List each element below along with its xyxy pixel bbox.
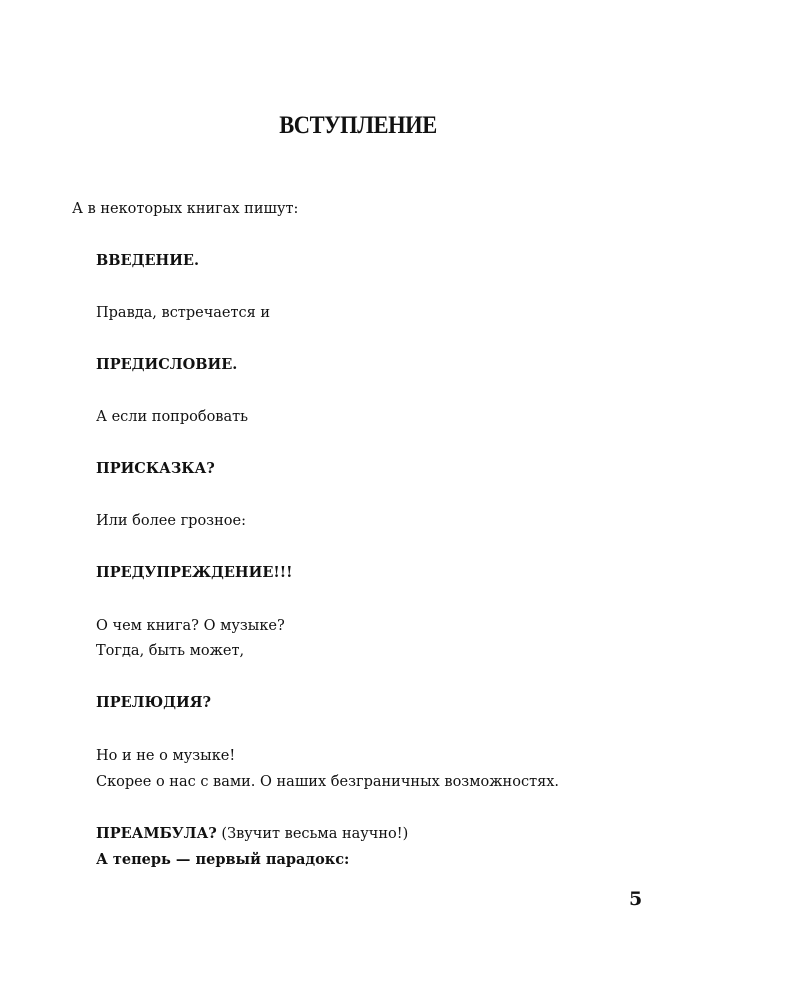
- paragraph-pravda: Правда, встречается и: [96, 305, 271, 321]
- heading-a-teper: А теперь — первый парадокс:: [96, 851, 350, 868]
- paragraph-ili: Или более грозное:: [96, 513, 246, 529]
- heading-priskazka: ПРИСКАЗКА?: [96, 460, 215, 477]
- page-number: 5: [629, 888, 643, 910]
- heading-preduprezhdenie: ПРЕДУПРЕЖДЕНИЕ!!!: [96, 564, 293, 581]
- intro-text: А в некоторых книгах пишут:: [72, 201, 299, 217]
- paragraph-a-esli: А если попробовать: [96, 409, 249, 425]
- paragraph-skoree: Скорее о нас с вами. О наших безграничных возможностях.: [96, 774, 560, 790]
- paragraph-o-chem: О чем книга? О музыке?: [96, 618, 285, 634]
- heading-predislovie: ПРЕДИСЛОВИЕ.: [96, 356, 238, 373]
- paragraph-preambula: [96, 824, 408, 844]
- heading-vvedenie: ВВЕДЕНИЕ.: [96, 252, 200, 269]
- heading-preambula: ПРЕАМБУЛА?: [96, 825, 217, 842]
- paragraph-togda: Тогда, быть может,: [96, 643, 245, 659]
- preambula-note: (Звучит весьма научно!): [216, 826, 409, 842]
- paragraph-no-i: Но и не о музыке!: [96, 748, 236, 764]
- page-title: ВСТУПЛЕНИЕ: [279, 112, 437, 139]
- heading-prelyudiya: ПРЕЛЮДИЯ?: [96, 694, 212, 711]
